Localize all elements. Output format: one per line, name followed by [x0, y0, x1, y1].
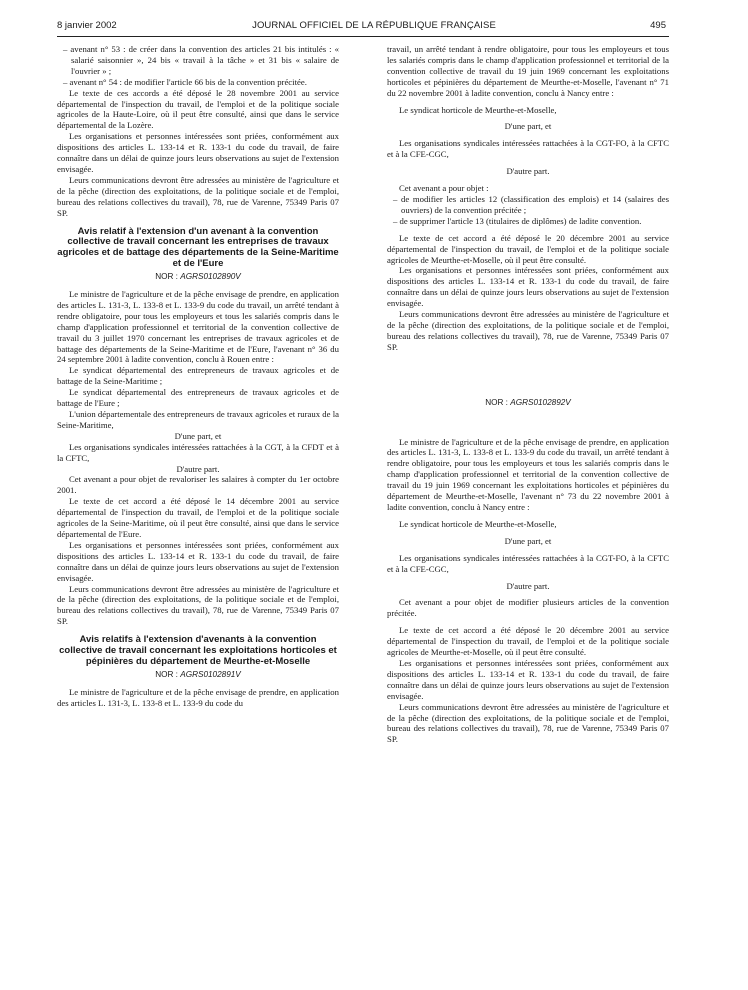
paragraph: Les organisations syndicales intéressées rattachées à la CGT-FO, à la CFTC et à la CFE-CGC,	[387, 138, 669, 160]
paragraph: Les organisations syndicales intéressées rattachées à la CGT-FO, à la CFTC et à la CFE-CGC,	[387, 552, 669, 574]
party-separator: D'autre part.	[506, 580, 550, 591]
paragraph: Les organisations et personnes intéressées sont priées, conformément aux dispositions des articles L. 133-14 et R. 133-1 du code du travail, de faire connaître dans un délai de quinze jours leurs observations au sujet de l'extension envisagée.	[387, 265, 669, 309]
nor-reference	[387, 398, 669, 409]
paragraph: Les organisations syndicales intéressées rattachées à la CGT, à la CFDT et à la CFTC,	[57, 441, 339, 463]
list-item: – avenant n° 54 : de modifier l'article 66 bis de la convention précitée.	[63, 76, 307, 87]
header-rule	[57, 36, 669, 37]
paragraph: L'union départementale des entrepreneurs de travaux agricoles et ruraux de la Seine-Maritime,	[57, 409, 339, 430]
party-separator: D'une part, et	[504, 121, 552, 132]
nor-reference	[57, 670, 339, 681]
paragraph: Le texte de ces accords a été déposé le 28 novembre 2001 au service départemental de l'inspection du travail, de l'emploi et de la politique sociale agricoles de la Haute-Loire, où il peut être consulté, ainsi que dans le service départemental de la Lozère.	[57, 87, 339, 131]
party-separator: D'une part, et	[174, 430, 222, 441]
nor-code: AGRS0102891V	[180, 669, 241, 679]
paragraph: Cet avenant a pour objet de revaloriser les salaires à compter du 1er octobre 2001.	[57, 474, 339, 496]
paragraph: Le ministre de l'agriculture et de la pêche envisage de prendre, en application des articles L. 131-3, L. 133-8 et L. 133-9 du code du travail, un arrêté tendant à rendre obligatoire, pour tous les employeurs et tous les salariés compris dans le champ d'application professionnel et territorial de la convention collective de travail du 3 juillet 1970 concernant les entreprises de travaux agricoles et de battage des départements de la Seine-Maritime et de l'Eure, l'avenant n° 36 du 24 septembre 2001 à ladite convention, conclu à Rouen entre :	[57, 289, 339, 365]
paragraph: Cet avenant a pour objet de modifier plusieurs articles de la convention précitée.	[387, 597, 669, 619]
right-column	[387, 44, 669, 745]
nor-label: NOR :	[485, 397, 508, 407]
paragraph: Le ministre de l'agriculture et de la pêche envisage de prendre, en application des articles L. 131-3, L. 133-8 et L. 133-9 du code du	[57, 686, 339, 708]
paragraph: Le texte de cet accord a été déposé le 20 décembre 2001 au service départemental de l'inspection du travail, de l'emploi et de la politique sociale agricoles de Meurthe-et-Moselle, où il peut être consulté.	[387, 232, 669, 265]
paragraph: Le syndicat horticole de Meurthe-et-Moselle,	[399, 518, 557, 529]
paragraph: Le texte de cet accord a été déposé le 14 décembre 2001 au service départemental de l'inspection du travail, de l'emploi et de la politique sociale agricoles de la Seine-Maritime, où il peut être consulté, ainsi que dans le service départemental de l'Eure.	[57, 496, 339, 539]
paragraph: Leurs communications devront être adressées au ministère de l'agriculture et de la pêche (direction des exploitations, de la politique sociale et de l'emploi, bureau des relations collectives du travail), 78, rue de Varenne, 75349 Paris 07 SP.	[387, 701, 669, 745]
page-header	[0, 20, 748, 36]
notice-title: Avis relatif à l'extension d'un avenant à la convention collective de travail concernant les entreprises de travaux agricoles et de battage des départements de la Seine-Maritime et de l'Eure	[57, 225, 339, 270]
nor-label: NOR :	[155, 272, 178, 282]
page-number: 495	[650, 20, 666, 31]
party-separator: D'autre part.	[176, 463, 220, 474]
paragraph: Le texte de cet accord a été déposé le 20 décembre 2001 au service départemental de l'inspection du travail, de l'emploi et de la politique sociale agricoles de Meurthe-et-Moselle, où il peut être consulté.	[387, 625, 669, 658]
paragraph: Les organisations et personnes intéressées sont priées, conformément aux dispositions des articles L. 133-14 et R. 133-1 du code du travail, de faire connaître dans un délai de quinze jours leurs observations au sujet de l'extension envisagée.	[57, 539, 339, 583]
party-separator: D'autre part.	[506, 166, 550, 177]
left-column	[57, 44, 339, 709]
nor-code: AGRS0102892V	[510, 397, 571, 407]
paragraph: Le syndicat horticole de Meurthe-et-Moselle,	[399, 104, 557, 115]
paragraph: Leurs communications devront être adressées au ministère de l'agriculture et de la pêche (direction des exploitations, de la politique sociale et de l'emploi, bureau des relations collectives du travail), 78, rue de Varenne, 75349 Paris 07 SP.	[387, 309, 669, 352]
list-item: – avenant n° 53 : de créer dans la convention des articles 21 bis intitulés : « salarié saisonnier », 24 bis « travail à la tâche » et 31 bis « salaire de l'ouvrier » ;	[63, 44, 339, 76]
paragraph: Le syndicat départemental des entrepreneurs de travaux agricoles et de battage de l'Eure ;	[57, 387, 339, 409]
paragraph: Le syndicat départemental des entrepreneurs de travaux agricoles et de battage de la Seine-Maritime ;	[57, 365, 339, 387]
list-item: – de supprimer l'article 13 (titulaires de diplômes) de ladite convention.	[393, 215, 642, 226]
paragraph: Les organisations et personnes intéressées sont priées, conformément aux dispositions des articles L. 133-14 et R. 133-1 du code du travail, de faire connaître dans un délai de quinze jours leurs observations au sujet de l'extension envisagée.	[57, 131, 339, 174]
paragraph: Le ministre de l'agriculture et de la pêche envisage de prendre, en application des articles L. 131-3, L. 133-8 et L. 133-9 du code du travail, un arrêté tendant à rendre obligatoire, pour tous les employeurs et tous les salariés compris dans le champ d'application professionnel et territorial de la convention collective de travail du 19 juin 1969 concernant les exploitations horticoles et pépinières du département de Meurthe-et-Moselle, l'avenant n° 73 du 22 novembre 2001 à ladite convention, conclu à Nancy entre :	[387, 436, 669, 512]
paragraph: Les organisations et personnes intéressées sont priées, conformément aux dispositions des articles L. 133-14 et R. 133-1 du code du travail, de faire connaître dans un délai de quinze jours leurs observations au sujet de l'extension envisagée.	[387, 657, 669, 701]
paragraph: Leurs communications devront être adressées au ministère de l'agriculture et de la pêche (direction des exploitations, de la politique sociale et de l'emploi, bureau des relations collectives du travail), 78, rue de Varenne, 75349 Paris 07 SP.	[57, 174, 339, 218]
issue-date: 8 janvier 2002	[57, 20, 117, 31]
journal-title: JOURNAL OFFICIEL DE LA RÉPUBLIQUE FRANÇAISE	[252, 20, 496, 31]
paragraph: Cet avenant a pour objet :	[399, 183, 489, 194]
paragraph: travail, un arrêté tendant à rendre obligatoire, pour tous les employeurs et tous les salariés compris dans le champ d'application professionnel et territorial de la convention collective de travail du 19 juin 1969 concernant les exploitations horticoles et pépinières du département de Meurthe-et-Moselle, l'avenant n° 71 du 22 novembre 2001 à ladite convention, conclu à Nancy entre :	[387, 44, 669, 98]
list-item: – de modifier les articles 12 (classification des emplois) et 14 (salaires des ouvriers) de la convention précitée ;	[393, 193, 669, 215]
nor-label: NOR :	[155, 669, 178, 679]
party-separator: D'une part, et	[504, 535, 552, 546]
paragraph: Leurs communications devront être adressées au ministère de l'agriculture et de la pêche (direction des exploitations, de la politique sociale et de l'emploi, bureau des relations collectives du travail), 78, rue de Varenne, 75349 Paris 07 SP.	[57, 583, 339, 627]
notice-title: Avis relatifs à l'extension d'avenants à la convention collective de travail concernant les exploitations horticoles et pépinières du département de Meurthe-et-Moselle	[59, 634, 337, 667]
nor-code: AGRS0102890V	[180, 272, 241, 282]
nor-reference	[57, 272, 339, 283]
